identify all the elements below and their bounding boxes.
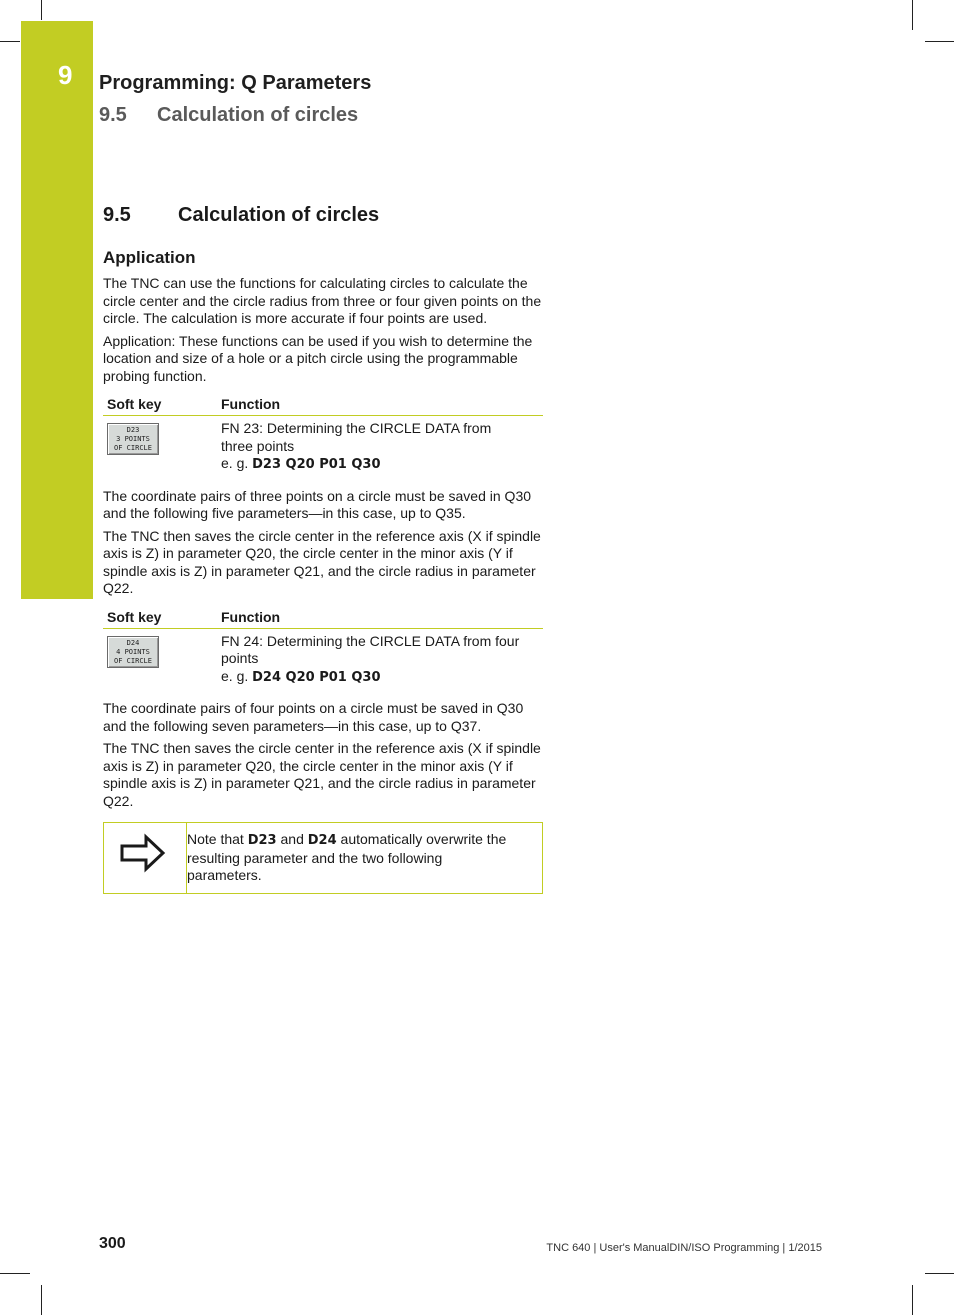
softkey-d24-icon[interactable] xyxy=(107,636,159,668)
chapter-title: Programming: Q Parameters xyxy=(99,72,372,94)
chapter-sidebar xyxy=(21,21,93,599)
chapter-number: 9 xyxy=(58,60,73,90)
softkey-table-d24 xyxy=(103,606,543,691)
note-code-d23: D23 xyxy=(247,833,277,848)
arrow-right-icon xyxy=(119,833,167,873)
paragraph: The coordinate pairs of four points on a circle must be saved in Q30 and the following seven parameters—in this case, up to Q37. xyxy=(103,700,524,734)
function-example xyxy=(221,668,539,687)
example-prefix: e. g. xyxy=(221,667,249,684)
paragraph: The TNC then saves the circle center in the reference axis (X if spindle axis is Z) in parameter Q20, the circle center in the minor axis (Y if spindle axis is Z) in parameter Q21, and the circle radius in parameter Q22. xyxy=(103,527,541,596)
note-and: and xyxy=(280,831,304,847)
paragraph: Application: These functions can be used if you wish to determine the location and size of a hole or a pitch circle using the programmable probing function. xyxy=(103,332,533,384)
paragraph: The coordinate pairs of three points on a circle must be saved in Q30 and the following five parameters—in this case, up to Q35. xyxy=(103,487,532,521)
crop-mark xyxy=(0,41,20,42)
example-code: D23 Q20 P01 Q30 xyxy=(252,457,381,472)
softkey-d23-icon[interactable] xyxy=(107,423,159,455)
note-box xyxy=(103,822,543,894)
section-heading xyxy=(103,204,543,227)
column-header-function: Function xyxy=(217,393,543,416)
crop-mark xyxy=(912,1285,913,1315)
crop-mark xyxy=(41,1285,42,1315)
crop-mark xyxy=(912,0,913,30)
paragraph: The TNC can use the functions for calculating circles to calculate the circle center and the circle radius from three or four given points on the circle. The calculation is more accurate if four points are used. xyxy=(103,275,542,326)
crop-mark xyxy=(41,0,42,20)
function-description: FN 24: Determining the CIRCLE DATA from four points xyxy=(221,632,520,666)
note-prefix: Note that xyxy=(187,831,244,847)
running-section-number: 9.5 xyxy=(99,104,127,126)
running-section-title: Calculation of circles xyxy=(157,104,359,126)
softkey-label: D23 xyxy=(126,426,140,434)
note-code-d24: D24 xyxy=(307,833,337,848)
table-row xyxy=(103,628,543,690)
column-header-function: Function xyxy=(217,606,543,629)
crop-mark xyxy=(925,1273,954,1274)
table-row xyxy=(103,416,543,478)
subheading-application: Application xyxy=(103,248,196,267)
softkey-label: D24 xyxy=(126,638,140,647)
column-header-softkey: Soft key xyxy=(103,606,217,629)
section-title: Calculation of circles xyxy=(178,204,380,226)
softkey-label: 3 POINTS xyxy=(116,435,150,443)
main-content xyxy=(103,204,543,894)
softkey-label: OF CIRCLE xyxy=(114,656,152,665)
softkey-table-d23 xyxy=(103,393,543,478)
note-text xyxy=(187,831,507,885)
section-number: 9.5 xyxy=(103,204,131,226)
footer-text: TNC 640 | User's ManualDIN/ISO Programming | 1/2015 xyxy=(546,1242,822,1254)
softkey-label: 4 POINTS xyxy=(116,647,150,656)
page-number: 300 xyxy=(99,1235,126,1252)
running-section-header xyxy=(99,104,358,127)
softkey-label: OF CIRCLE xyxy=(114,444,152,452)
column-header-softkey: Soft key xyxy=(103,393,217,416)
paragraph: The TNC then saves the circle center in the reference axis (X if spindle axis is Z) in parameter Q20, the circle center in the minor axis (Y if spindle axis is Z) in parameter Q21, and the circle radius in parameter Q22. xyxy=(103,740,541,809)
crop-mark xyxy=(0,1273,30,1274)
example-code: D24 Q20 P01 Q30 xyxy=(252,669,381,685)
function-description: FN 23: Determining the CIRCLE DATA from three points xyxy=(221,420,492,454)
example-prefix: e. g. xyxy=(221,455,249,471)
function-example xyxy=(221,455,539,474)
note-suffix: automatically overwrite the resulting parameter and the two following parameters. xyxy=(187,831,507,883)
crop-mark xyxy=(925,41,954,42)
